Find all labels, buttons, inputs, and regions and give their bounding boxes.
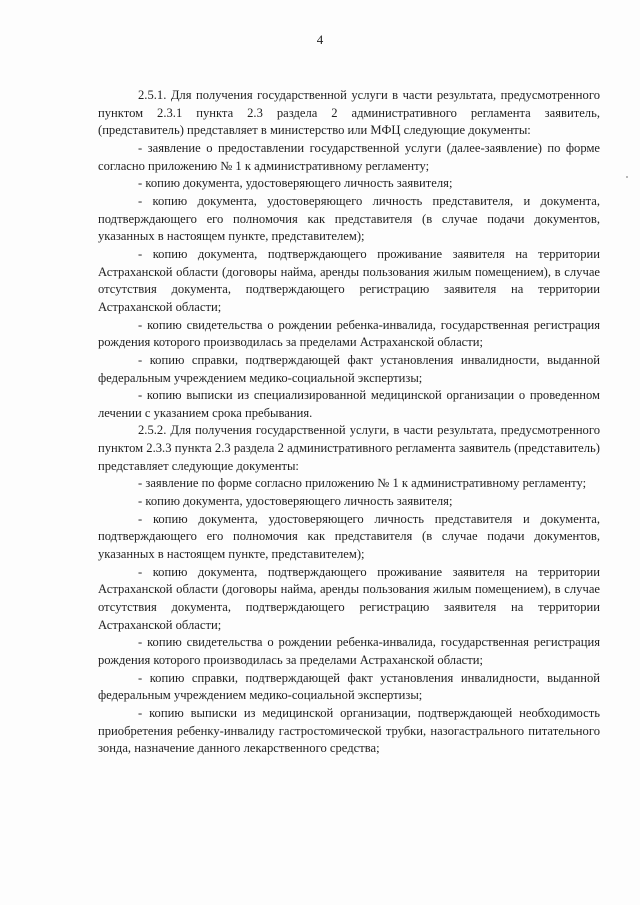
list-item-birth-certificate: - копию свидетельства о рождении ребенка-инвалида, государственная регистрация рождения которого производилась за пределами Астраханской области;	[98, 635, 600, 667]
paragraph-2-5-2-intro: 2.5.2. Для получения государственной услуги, в части результата, предусмотренного пунктом 2.3.3 пункта 2.3 раздела 2 административного регламента заявитель (представитель) представляет следующие документы:	[98, 423, 600, 473]
list-item-representative-id: - копию документа, удостоверяющего личность представителя, и документа, подтверждающего его полномочия как представителя (в случае подачи документов, указанных в настоящем пункте, представителем);	[98, 193, 600, 244]
page-number: 4	[316, 32, 324, 47]
list-item-birth-certificate: - копию свидетельства о рождении ребенка-инвалида, государственная регистрация рождения которого производилась за пределами Астраханской области;	[98, 317, 600, 350]
document-body	[98, 87, 600, 758]
list-item-residence-proof: - копию документа, подтверждающего проживание заявителя на территории Астраханской области (договоры найма, аренды пользования жилым помещением), в случае отсутствия документа, подтверждающего регистрацию заявителя на территории Астраханской области;	[98, 246, 600, 314]
list-item-disability-certificate: - копию справки, подтверждающей факт установления инвалидности, выданной федеральным учреждением медико-социальной экспертизы;	[98, 670, 600, 703]
list-item-applicant-id: - копию документа, удостоверяющего личность заявителя;	[138, 176, 453, 191]
list-item-application: - заявление о предоставлении государственной услуги (далее-заявление) по форме согласно приложению № 1 к административному регламенту;	[98, 140, 600, 173]
list-item-disability-certificate: - копию справки, подтверждающей факт установления инвалидности, выданной федеральным учреждением медико-социальной экспертизы;	[98, 352, 600, 385]
paragraph-2-5-1-intro: 2.5.1. Для получения государственной услуги в части результата, предусмотренного пунктом 2.3.1 пункта 2.3 раздела 2 административного регламента заявитель, (представитель) представляет в министерство или МФЦ следующие документы:	[98, 88, 600, 138]
list-item-medical-extract: - копию выписки из медицинской организации, подтверждающей необходимость приобретения ребенку-инвалиду гастростомической трубки, назогастрального питательного зонда, назначение данного лекарственного средства;	[98, 705, 600, 756]
list-item-residence-proof: - копию документа, подтверждающего проживание заявителя на территории Астраханской области (договоры найма, аренды пользования жилым помещением), в случае отсутствия документа, подтверждающего регистрацию заявителя на территории Астраханской области;	[98, 564, 600, 632]
scan-speck	[626, 176, 628, 178]
list-item-representative-id: - копию документа, удостоверяющего личность представителя и документа, подтверждающего его полномочия как представителя (в случае подачи документов, указанных в настоящем пункте, представителем);	[98, 511, 600, 562]
list-item-applicant-id: - копию документа, удостоверяющего личность заявителя;	[138, 494, 453, 509]
list-item-medical-extract: - копию выписки из специализированной медицинской организации о проведенном лечении с указанием срока пребывания.	[98, 388, 600, 420]
list-item-application: - заявление по форме согласно приложению № 1 к административному регламенту;	[138, 476, 587, 491]
